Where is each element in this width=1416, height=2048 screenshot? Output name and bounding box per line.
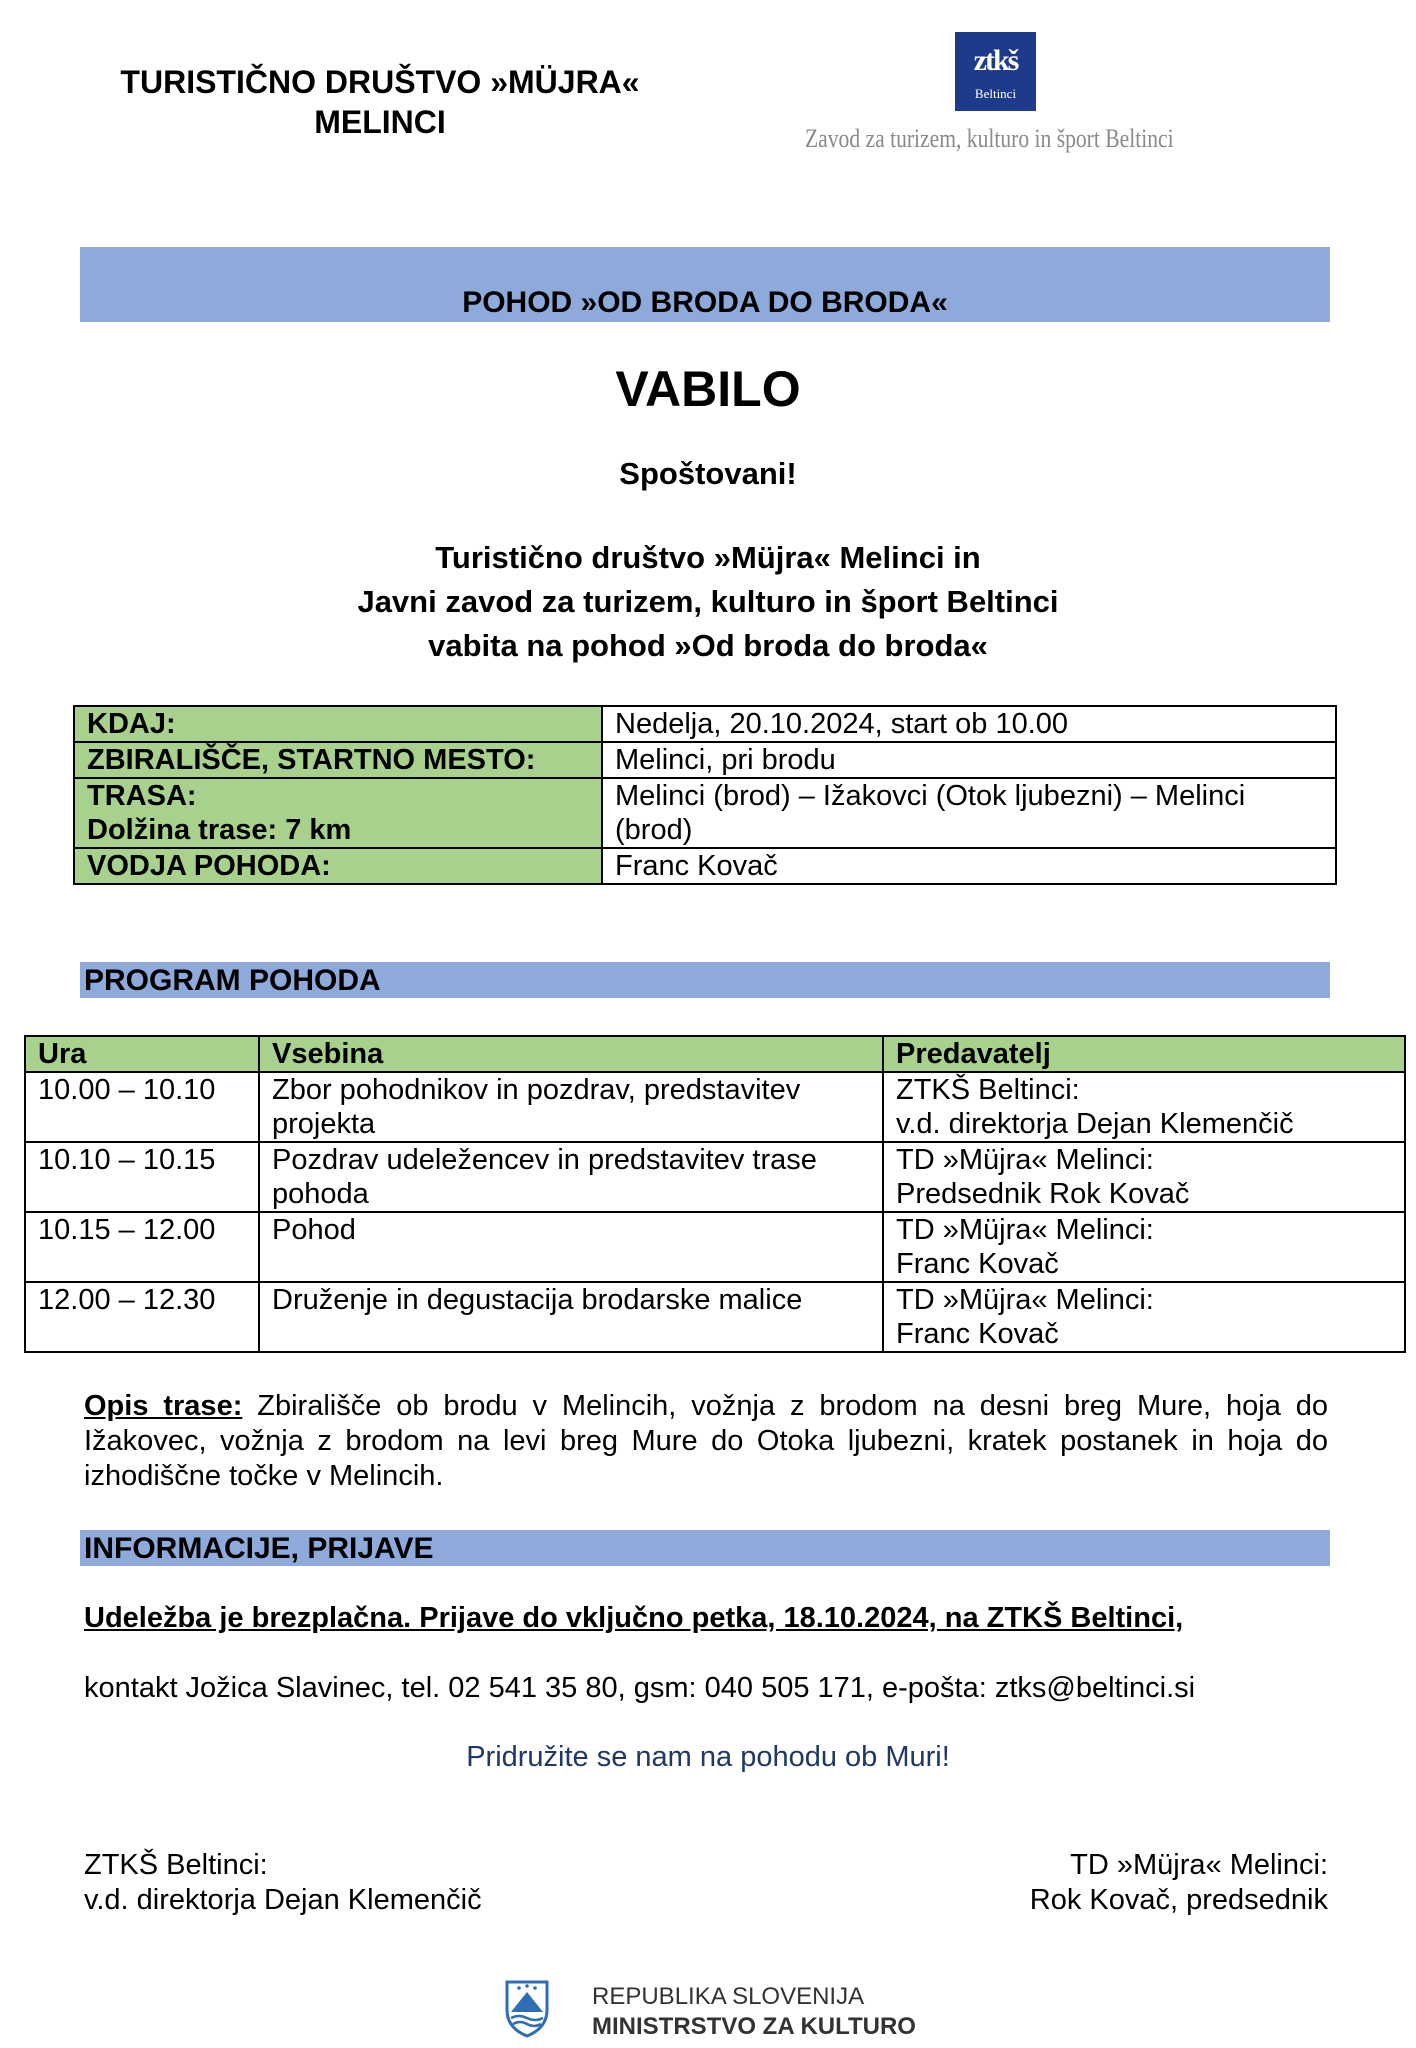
speaker-org: ZTKŠ Beltinci: <box>896 1074 1080 1106</box>
time-cell: 12.00 – 12.30 <box>25 1282 259 1352</box>
signature-name: Rok Kovač, predsednik <box>1029 1884 1328 1916</box>
route-label-text: TRASA: <box>87 780 197 812</box>
route-value: Melinci (brod) – Ižakovci (Otok ljubezni) – Melinci (brod) <box>602 778 1336 848</box>
route-label <box>74 778 602 848</box>
ministry-country: REPUBLIKA SLOVENIJA <box>592 1983 865 2010</box>
meeting-point-label: ZBIRALIŠČE, STARTNO MESTO: <box>74 742 602 778</box>
column-header-speaker: Predavatelj <box>883 1036 1405 1072</box>
organization-town: MELINCI <box>314 104 446 140</box>
table-row <box>25 1282 1405 1352</box>
column-header-time: Ura <box>25 1036 259 1072</box>
organization-name: TURISTIČNO DRUŠTVO »MÜJRA« <box>120 64 640 100</box>
program-heading-band <box>80 962 1330 998</box>
table-header-row <box>25 1036 1405 1072</box>
participation-note: Udeležba je brezplačna. Prijave do vključno petka, 18.10.2024, na ZTKŠ Beltinci, <box>84 1602 1184 1634</box>
greeting: Spoštovani! <box>619 456 797 491</box>
speaker-org: TD »Müjra« Melinci: <box>896 1144 1154 1176</box>
contact-info: kontakt Jožica Slavinec, tel. 02 541 35 80, gsm: 040 505 171, e-pošta: ztks@beltinci.si <box>84 1672 1196 1704</box>
event-banner-title: POHOD »OD BRODA DO BRODA« <box>462 286 948 319</box>
organization-title <box>80 62 680 142</box>
speaker-cell <box>883 1072 1405 1142</box>
slovenia-coat-of-arms-icon <box>505 1980 549 2038</box>
table-row <box>74 706 1336 742</box>
route-description-label: Opis trase: <box>84 1390 243 1422</box>
column-header-content: Vsebina <box>259 1036 883 1072</box>
content-cell: Pohod <box>259 1212 883 1282</box>
ministry-name: MINISTRSTVO ZA KULTURO <box>592 2013 916 2040</box>
table-row <box>25 1212 1405 1282</box>
table-row <box>25 1072 1405 1142</box>
invitation-line: Turistično društvo »Müjra« Melinci in <box>435 540 981 575</box>
speaker-name: Franc Kovač <box>896 1318 1059 1350</box>
info-heading: INFORMACIJE, PRIJAVE <box>84 1532 434 1565</box>
signature-org: TD »Müjra« Melinci: <box>1070 1849 1328 1881</box>
speaker-cell <box>883 1142 1405 1212</box>
program-heading: PROGRAM POHODA <box>84 964 381 997</box>
speaker-name: Franc Kovač <box>896 1248 1059 1280</box>
event-info-table <box>73 705 1337 885</box>
event-banner <box>80 247 1330 322</box>
table-row <box>74 848 1336 884</box>
logo-subtitle: Beltinci <box>974 86 1017 101</box>
table-row <box>25 1142 1405 1212</box>
info-heading-band <box>80 1530 1330 1566</box>
time-cell: 10.15 – 12.00 <box>25 1212 259 1282</box>
document-title: VABILO <box>615 361 801 417</box>
speaker-name: v.d. direktorja Dejan Klemenčič <box>896 1108 1294 1140</box>
closing-invitation: Pridružite se nam na pohodu ob Muri! <box>466 1741 950 1773</box>
invitation-line: vabita na pohod »Od broda do broda« <box>428 628 988 663</box>
time-cell: 10.00 – 10.10 <box>25 1072 259 1142</box>
ztks-logo <box>955 32 1036 111</box>
when-value: Nedelja, 20.10.2024, start ob 10.00 <box>602 706 1336 742</box>
route-length: Dolžina trase: 7 km <box>87 814 352 846</box>
leader-label: VODJA POHODA: <box>74 848 602 884</box>
speaker-cell <box>883 1212 1405 1282</box>
meeting-point-value: Melinci, pri brodu <box>602 742 1336 778</box>
speaker-org: TD »Müjra« Melinci: <box>896 1214 1154 1246</box>
signature-name: v.d. direktorja Dejan Klemenčič <box>84 1884 482 1916</box>
speaker-org: TD »Müjra« Melinci: <box>896 1284 1154 1316</box>
route-description-text: Zbirališče ob brodu v Melincih, vožnja z brodom na desni breg Mure, hoja do Ižakovec, vožnja z brodom na levi breg Mure do Otoka ljubezni, kratek postanek in hoja do izhodiščne točke v Melincih. <box>84 1390 1328 1492</box>
table-row <box>74 778 1336 848</box>
speaker-cell <box>883 1282 1405 1352</box>
signature-left <box>84 1848 482 1918</box>
ministry-logo-text <box>592 1982 916 2042</box>
content-cell: Zbor pohodnikov in pozdrav, predstavitev projekta <box>259 1072 883 1142</box>
logo-wordmark: ztkš <box>973 44 1018 77</box>
route-description <box>84 1389 1328 1494</box>
leader-value: Franc Kovač <box>602 848 1336 884</box>
content-cell: Druženje in degustacija brodarske malice <box>259 1282 883 1352</box>
program-table <box>24 1035 1406 1353</box>
time-cell: 10.10 – 10.15 <box>25 1142 259 1212</box>
when-label: KDAJ: <box>74 706 602 742</box>
invitation-line: Javni zavod za turizem, kulturo in šport Beltinci <box>357 584 1059 619</box>
invitation-text <box>0 536 1416 668</box>
signature-right <box>1030 1848 1328 1918</box>
content-cell: Pozdrav udeležencev in predstavitev trase pohoda <box>259 1142 883 1212</box>
signature-org: ZTKŠ Beltinci: <box>84 1849 268 1881</box>
logo-caption: Zavod za turizem, kulturo in šport Beltinci <box>805 124 1174 153</box>
speaker-name: Predsednik Rok Kovač <box>896 1178 1190 1210</box>
table-row <box>74 742 1336 778</box>
